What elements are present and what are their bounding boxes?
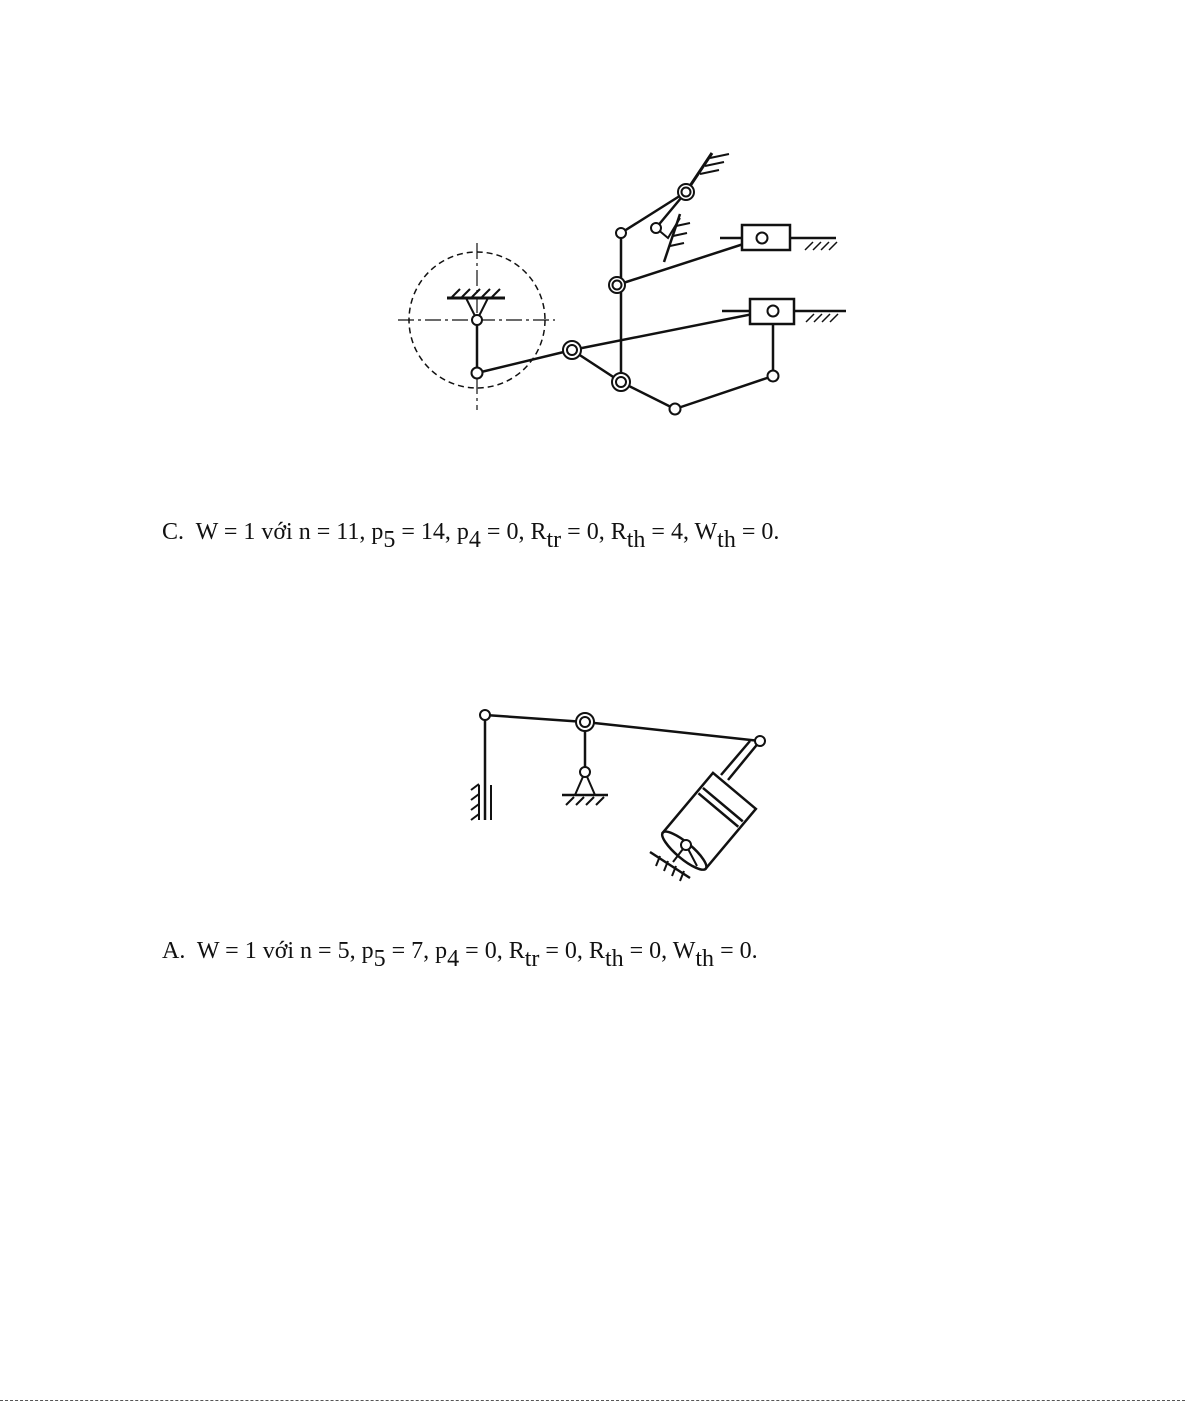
rth-value: 0 — [649, 938, 662, 964]
guide-rail-left — [471, 715, 491, 820]
w-value: 1 — [244, 938, 257, 964]
rtr-value: 0 — [586, 519, 599, 545]
n-value: 11 — [336, 519, 360, 545]
p4-value: 0 — [506, 519, 519, 545]
wth-value: 0 — [761, 519, 774, 545]
answer-line-2: A. W = 1 với n = 5, p5 = 7, p4 = 0, Rtr = 0, Rth = 0, Wth = 0. — [162, 938, 758, 972]
wth-value: 0 — [739, 938, 752, 964]
page-bottom-rule — [0, 1400, 1185, 1401]
rth-value: 4 — [670, 519, 683, 545]
rtr-value: 0 — [564, 938, 577, 964]
answer-letter: C. — [162, 519, 185, 545]
p5-value: 7 — [411, 938, 424, 964]
answer-line-1: C. W = 1 với n = 11, p5 = 14, p4 = 0, Rtr = 0, Rth = 4, Wth = 0. — [162, 519, 780, 553]
p4-value: 0 — [484, 938, 497, 964]
w-value: 1 — [243, 519, 256, 545]
p5-value: 14 — [420, 519, 445, 545]
links-figure-2 — [485, 715, 760, 780]
hydraulic-cylinder — [658, 773, 756, 875]
answer-letter: A. — [162, 938, 186, 964]
n-value: 5 — [337, 938, 350, 964]
